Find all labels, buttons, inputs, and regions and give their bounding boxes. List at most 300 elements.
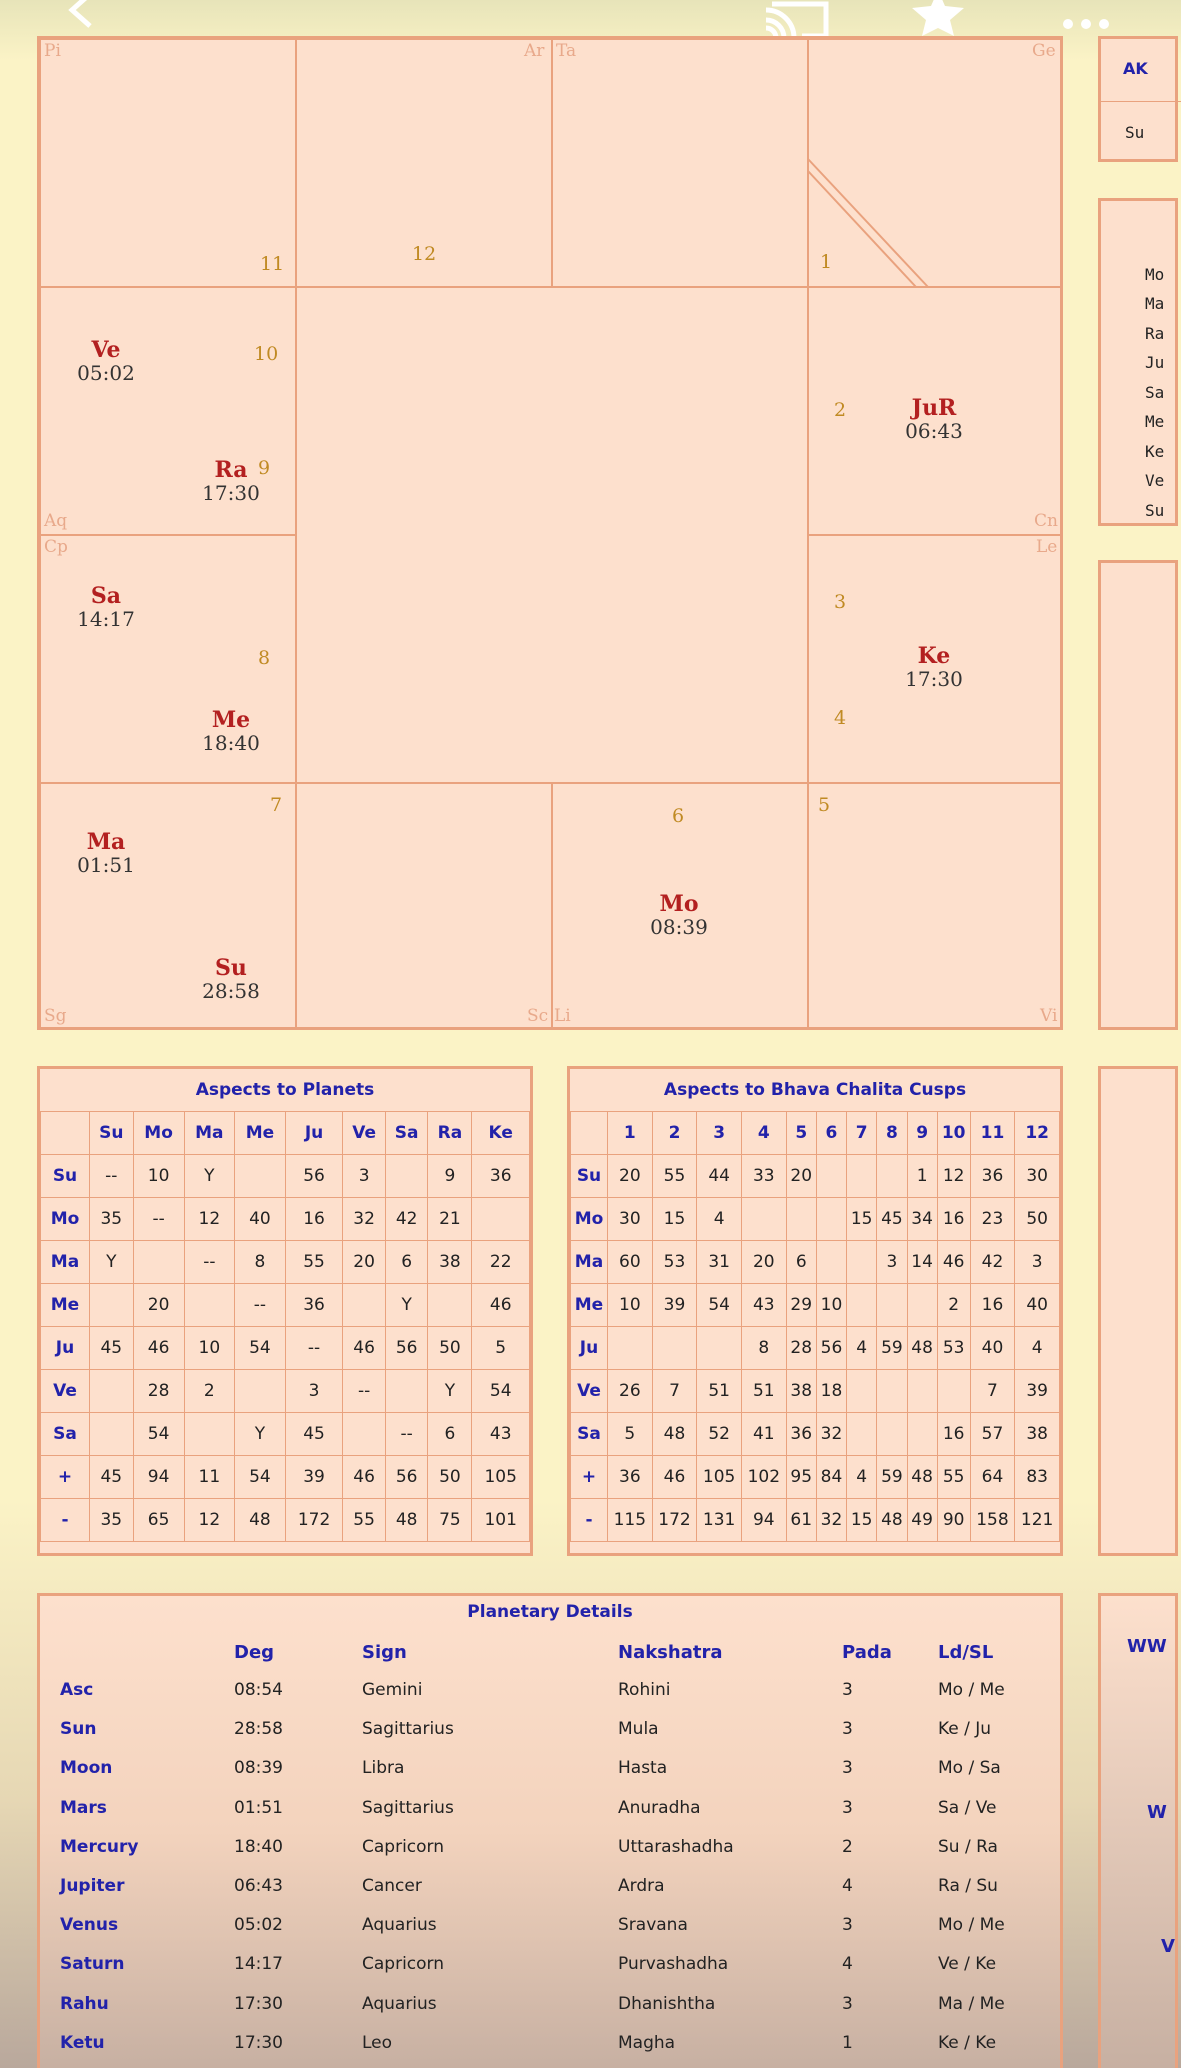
column-header: 11 <box>970 1112 1015 1155</box>
table-cell: 38 <box>786 1370 816 1413</box>
table-cell: 12 <box>184 1198 235 1241</box>
planet-name: Ketu <box>60 2032 105 2053</box>
table-cell <box>741 1198 786 1241</box>
table-cell: 26 <box>608 1370 653 1413</box>
planet-degree: 08:39 <box>234 1758 283 1779</box>
column-header: Su <box>90 1112 134 1155</box>
more-icon[interactable] <box>1060 0 1112 40</box>
planet-nakshatra: Purvashadha <box>618 1954 729 1975</box>
planet-degree: 17:30 <box>234 2032 283 2053</box>
star-icon[interactable] <box>908 0 968 40</box>
table-cell: 4 <box>847 1456 877 1499</box>
sign-label-vi: Vi <box>1040 1006 1058 1026</box>
table-cell: 102 <box>741 1456 786 1499</box>
column-header: 4 <box>741 1112 786 1155</box>
table-row <box>41 1327 530 1370</box>
right-panel-text: V <box>1161 1936 1175 1957</box>
table-cell: 49 <box>907 1499 937 1542</box>
planet-lord-sublord: Ve / Ke <box>938 1954 997 1975</box>
table-cell: Y <box>184 1155 235 1198</box>
table-cell: 10 <box>816 1284 846 1327</box>
table-cell: 50 <box>428 1456 472 1499</box>
row-header: Sa <box>571 1413 608 1456</box>
table-cell <box>235 1370 286 1413</box>
table-cell: Y <box>385 1284 428 1327</box>
table-cell: 20 <box>133 1284 184 1327</box>
row-header: Su <box>571 1155 608 1198</box>
table-corner <box>41 1112 90 1155</box>
table-cell <box>877 1413 907 1456</box>
table-cell: 8 <box>741 1327 786 1370</box>
table-cell: 101 <box>472 1499 530 1542</box>
table-cell: 4 <box>847 1327 877 1370</box>
table-cell: 40 <box>1015 1284 1060 1327</box>
planet-ma: Ma <box>86 829 126 855</box>
table-cell: 6 <box>786 1241 816 1284</box>
planet-su: Su <box>215 955 247 981</box>
planet-pada: 3 <box>842 1719 853 1740</box>
header-deg: Deg <box>234 1642 275 1663</box>
column-header: 5 <box>786 1112 816 1155</box>
table-cell: 55 <box>652 1155 697 1198</box>
table-row <box>571 1499 1060 1542</box>
table-cell: 172 <box>652 1499 697 1542</box>
planet-lord-sublord: Ra / Su <box>938 1876 998 1896</box>
table-cell <box>385 1370 428 1413</box>
table-cell: 57 <box>970 1413 1015 1456</box>
table-cell: 3 <box>285 1370 343 1413</box>
table-cell: 35 <box>90 1198 134 1241</box>
karaka-list-panel <box>1098 198 1178 526</box>
table-cell: 23 <box>970 1198 1015 1241</box>
header-pada: Pada <box>842 1642 892 1663</box>
table-cell: -- <box>184 1241 235 1284</box>
table-cell <box>907 1413 937 1456</box>
planet-ke: Ke <box>917 643 951 669</box>
planet-lord-sublord: Mo / Me <box>938 1680 1005 1700</box>
table-cell: 46 <box>937 1241 970 1284</box>
table-cell <box>937 1370 970 1413</box>
row-header: Mo <box>571 1198 608 1241</box>
table-cell: 10 <box>608 1284 653 1327</box>
house-number-11: 11 <box>260 253 285 275</box>
aspects-to-cusps-body <box>571 1155 1060 1542</box>
table-cell: 51 <box>697 1370 742 1413</box>
column-header: Ve <box>343 1112 386 1155</box>
house-number-9: 9 <box>258 457 271 479</box>
planet-lord-sublord: Ke / Ju <box>938 1719 992 1740</box>
planet-name: Rahu <box>60 1993 109 2014</box>
column-header: 12 <box>1015 1112 1060 1155</box>
table-row <box>571 1284 1060 1327</box>
planetary-details-title: Planetary Details <box>467 1602 633 1622</box>
planet-sign: Aquarius <box>362 1915 437 1936</box>
table-cell: 1 <box>907 1155 937 1198</box>
table-cell <box>90 1370 134 1413</box>
planet-pada: 4 <box>842 1876 853 1896</box>
table-cell: 28 <box>133 1370 184 1413</box>
table-cell: 53 <box>937 1327 970 1370</box>
planet-degree: 17:30 <box>234 1993 283 2014</box>
table-cell: 48 <box>877 1499 907 1542</box>
table-cell <box>877 1370 907 1413</box>
column-header: Me <box>235 1112 286 1155</box>
planet-nakshatra: Anuradha <box>618 1797 701 1818</box>
planet-ve: Ve <box>91 337 121 363</box>
table-cell: 3 <box>877 1241 907 1284</box>
table-cell: 48 <box>235 1499 286 1542</box>
aspects-to-planets-title: Aspects to Planets <box>195 1080 375 1100</box>
aspects-to-planets-panel <box>37 1066 533 1556</box>
right-panel-3 <box>1098 560 1178 1030</box>
header-sign: Sign <box>362 1642 407 1663</box>
planet-name: Saturn <box>60 1954 125 1975</box>
table-cell: 75 <box>428 1499 472 1542</box>
house-number-8: 8 <box>258 647 271 669</box>
planet-degree: 01:51 <box>234 1797 283 1818</box>
table-cell: 16 <box>970 1284 1015 1327</box>
house-number-5: 5 <box>818 794 831 816</box>
planet-pada: 3 <box>842 1915 853 1936</box>
row-header: Me <box>571 1284 608 1327</box>
table-cell: 94 <box>133 1456 184 1499</box>
table-cell: 55 <box>285 1241 343 1284</box>
planet-pada: 3 <box>842 1680 853 1700</box>
table-cell: 36 <box>472 1155 530 1198</box>
table-cell: 20 <box>343 1241 386 1284</box>
table-cell: 8 <box>235 1241 286 1284</box>
column-header: Mo <box>133 1112 184 1155</box>
table-cell: 11 <box>184 1456 235 1499</box>
planet-pada: 3 <box>842 1797 853 1818</box>
browser-overlay <box>0 0 1170 40</box>
table-cell: 51 <box>741 1370 786 1413</box>
table-cell: 54 <box>235 1456 286 1499</box>
house-number-10: 10 <box>254 343 279 365</box>
table-row <box>571 1198 1060 1241</box>
table-cell: 54 <box>472 1370 530 1413</box>
table-cell: 61 <box>786 1499 816 1542</box>
planet-nakshatra: Rohini <box>618 1680 671 1700</box>
column-header: Ma <box>184 1112 235 1155</box>
table-cell <box>90 1413 134 1456</box>
sign-label-cp: Cp <box>44 537 68 557</box>
planet-degree: 18:40 <box>234 1836 283 1857</box>
planet-pada: 2 <box>842 1836 853 1857</box>
table-cell: 46 <box>343 1327 386 1370</box>
column-header: 9 <box>907 1112 937 1155</box>
table-cell: 10 <box>184 1327 235 1370</box>
table-cell: -- <box>90 1155 134 1198</box>
planet-sign: Sagittarius <box>362 1797 454 1818</box>
table-cell: 14 <box>907 1241 937 1284</box>
table-cell: 45 <box>90 1456 134 1499</box>
column-header: 7 <box>847 1112 877 1155</box>
table-cell: 43 <box>472 1413 530 1456</box>
table-cell: 59 <box>877 1327 907 1370</box>
table-cell <box>235 1155 286 1198</box>
table-cell: 105 <box>472 1456 530 1499</box>
table-cell: 30 <box>1015 1155 1060 1198</box>
planet-lord-sublord: Su / Ra <box>938 1836 998 1857</box>
table-cell: -- <box>133 1198 184 1241</box>
planet-nakshatra: Dhanishtha <box>618 1993 716 2014</box>
karaka-list-item: Su <box>1145 501 1165 520</box>
table-row <box>571 1327 1060 1370</box>
table-cell: 9 <box>428 1155 472 1198</box>
planet-ma-degree: 01:51 <box>77 853 135 877</box>
table-cell: 172 <box>285 1499 343 1542</box>
table-cell: -- <box>235 1284 286 1327</box>
table-cell <box>90 1284 134 1327</box>
row-header: Ma <box>571 1241 608 1284</box>
planet-sign: Aquarius <box>362 1993 437 2014</box>
row-header: Ju <box>41 1327 90 1370</box>
table-cell <box>877 1284 907 1327</box>
table-cell <box>786 1198 816 1241</box>
table-cell <box>907 1284 937 1327</box>
table-cell <box>472 1198 530 1241</box>
table-cell <box>428 1284 472 1327</box>
table-cell: 34 <box>907 1198 937 1241</box>
table-cell <box>343 1413 386 1456</box>
table-cell <box>847 1370 877 1413</box>
table-cell <box>133 1241 184 1284</box>
table-row <box>571 1370 1060 1413</box>
sign-label-ta: Ta <box>556 41 577 61</box>
table-cell: 36 <box>970 1155 1015 1198</box>
table-cell: 6 <box>385 1241 428 1284</box>
table-cell <box>816 1241 846 1284</box>
back-icon[interactable] <box>62 0 102 34</box>
table-row <box>41 1241 530 1284</box>
table-cell: 36 <box>608 1456 653 1499</box>
column-header: 2 <box>652 1112 697 1155</box>
table-cell: 55 <box>937 1456 970 1499</box>
table-cell: 16 <box>285 1198 343 1241</box>
table-cell: 46 <box>133 1327 184 1370</box>
table-cell: 65 <box>133 1499 184 1542</box>
table-cell: 42 <box>970 1241 1015 1284</box>
row-header: Ve <box>571 1370 608 1413</box>
table-cell: 29 <box>786 1284 816 1327</box>
table-cell: 38 <box>1015 1413 1060 1456</box>
sign-label-aq: Aq <box>44 511 68 531</box>
karaka-list-item: Ju <box>1145 353 1165 372</box>
table-cell: 50 <box>1015 1198 1060 1241</box>
house-number-12: 12 <box>412 243 437 265</box>
column-header: Ke <box>472 1112 530 1155</box>
chart-cell-pi <box>40 39 296 287</box>
table-cell: 105 <box>697 1456 742 1499</box>
row-header: Ve <box>41 1370 90 1413</box>
house-number-2: 2 <box>834 399 847 421</box>
table-cell: 40 <box>970 1327 1015 1370</box>
table-cell: Y <box>90 1241 134 1284</box>
planet-sign: Capricorn <box>362 1836 445 1857</box>
table-cell: 53 <box>652 1241 697 1284</box>
row-header: - <box>571 1499 608 1542</box>
table-cell: 48 <box>652 1413 697 1456</box>
planet-degree: 08:54 <box>234 1680 283 1700</box>
planet-sign: Cancer <box>362 1876 422 1896</box>
table-cell: 54 <box>697 1284 742 1327</box>
aspects-to-cusps-title: Aspects to Bhava Chalita Cusps <box>663 1080 967 1100</box>
planet-sign: Sagittarius <box>362 1719 454 1740</box>
table-row <box>41 1499 530 1542</box>
table-row <box>41 1284 530 1327</box>
table-cell: 22 <box>472 1241 530 1284</box>
karaka-list-item: Mo <box>1145 265 1165 284</box>
table-cell: 39 <box>1015 1370 1060 1413</box>
table-cell: 32 <box>343 1198 386 1241</box>
sign-label-ar: Ar <box>524 41 545 61</box>
table-row <box>41 1370 530 1413</box>
sign-label-li: Li <box>554 1006 571 1026</box>
table-cell: 36 <box>786 1413 816 1456</box>
table-cell: 44 <box>697 1155 742 1198</box>
table-row <box>571 1155 1060 1198</box>
house-number-6: 6 <box>672 805 685 827</box>
planet-jur: JuR <box>911 395 957 421</box>
aspects-to-planets-body <box>41 1155 530 1542</box>
planet-name: Sun <box>60 1719 97 1740</box>
table-cell: 45 <box>877 1198 907 1241</box>
row-header: Sa <box>41 1413 90 1456</box>
row-header: Me <box>41 1284 90 1327</box>
table-cell: 4 <box>697 1198 742 1241</box>
table-cell: -- <box>285 1327 343 1370</box>
table-cell: 158 <box>970 1499 1015 1542</box>
table-cell: 20 <box>741 1241 786 1284</box>
table-cell: 121 <box>1015 1499 1060 1542</box>
table-cell: 56 <box>385 1456 428 1499</box>
right-panel-text: W <box>1147 1802 1167 1823</box>
table-cell: 131 <box>697 1499 742 1542</box>
planet-lord-sublord: Mo / Sa <box>938 1758 1001 1779</box>
table-cell <box>816 1198 846 1241</box>
table-cell: 32 <box>816 1499 846 1542</box>
right-panel-text: WW <box>1127 1636 1167 1657</box>
table-cell: 36 <box>285 1284 343 1327</box>
planet-degree: 06:43 <box>234 1876 283 1896</box>
planet-su-degree: 28:58 <box>202 979 260 1003</box>
planet-lord-sublord: Sa / Ve <box>938 1797 997 1818</box>
table-cell: 45 <box>90 1327 134 1370</box>
aspects-to-cusps-table <box>570 1111 1060 1542</box>
table-cell: 83 <box>1015 1456 1060 1499</box>
table-cell <box>184 1413 235 1456</box>
table-cell: 41 <box>741 1413 786 1456</box>
table-cell: 52 <box>697 1413 742 1456</box>
planet-ve-degree: 05:02 <box>77 361 135 385</box>
planet-me-degree: 18:40 <box>202 731 260 755</box>
table-cell: 5 <box>608 1413 653 1456</box>
row-header: + <box>41 1456 90 1499</box>
table-cell: 12 <box>184 1499 235 1542</box>
birth-chart <box>37 36 1063 1030</box>
table-cell: 38 <box>428 1241 472 1284</box>
table-cell: 54 <box>235 1327 286 1370</box>
row-header: Mo <box>41 1198 90 1241</box>
planetary-details-panel <box>37 1593 1063 2068</box>
planet-sa: Sa <box>90 583 122 609</box>
table-cell: 3 <box>1015 1241 1060 1284</box>
table-cell: 56 <box>385 1327 428 1370</box>
table-cell: 60 <box>608 1241 653 1284</box>
table-cell <box>907 1370 937 1413</box>
planet-pada: 3 <box>842 1758 853 1779</box>
table-cell: 45 <box>285 1413 343 1456</box>
column-header: 3 <box>697 1112 742 1155</box>
table-cell: 56 <box>816 1327 846 1370</box>
table-cell: 115 <box>608 1499 653 1542</box>
planet-lord-sublord: Ma / Me <box>938 1993 1005 2014</box>
planet-nakshatra: Sravana <box>618 1915 688 1936</box>
column-header: 10 <box>937 1112 970 1155</box>
table-cell: 46 <box>472 1284 530 1327</box>
column-header: Ju <box>285 1112 343 1155</box>
planet-me: Me <box>211 707 251 733</box>
planet-name: Venus <box>60 1915 119 1936</box>
table-cell <box>385 1155 428 1198</box>
planet-sa-degree: 14:17 <box>77 607 135 631</box>
table-cell: 16 <box>937 1198 970 1241</box>
table-cell: 15 <box>847 1198 877 1241</box>
atmakaraka-label: AK <box>1123 59 1148 78</box>
table-cell: 56 <box>285 1155 343 1198</box>
planet-degree: 14:17 <box>234 1954 283 1975</box>
karaka-list-item: Ke <box>1145 442 1165 461</box>
header-nakshatra: Nakshatra <box>618 1642 723 1663</box>
table-row <box>571 1241 1060 1284</box>
planet-ra: Ra <box>214 457 248 483</box>
table-cell <box>877 1155 907 1198</box>
house-number-3: 3 <box>834 591 847 613</box>
table-cell <box>847 1413 877 1456</box>
table-cell: 39 <box>285 1456 343 1499</box>
planet-jur-degree: 06:43 <box>905 419 963 443</box>
planet-nakshatra: Mula <box>618 1719 659 1740</box>
karaka-list-item: Ma <box>1145 294 1165 313</box>
house-number-7: 7 <box>270 794 283 816</box>
chart-cell-sc <box>296 783 552 1030</box>
planet-ra-degree: 17:30 <box>202 481 260 505</box>
row-header: Su <box>41 1155 90 1198</box>
planet-nakshatra: Hasta <box>618 1758 668 1779</box>
table-cell: -- <box>343 1370 386 1413</box>
sign-label-pi: Pi <box>44 41 61 61</box>
row-header: Ju <box>571 1327 608 1370</box>
table-cell: 46 <box>343 1456 386 1499</box>
sign-label-ge: Ge <box>1032 41 1056 61</box>
planet-pada: 4 <box>842 1954 853 1975</box>
planet-name: Mars <box>60 1797 107 1818</box>
table-cell: 32 <box>816 1413 846 1456</box>
karaka-list-item: Ra <box>1145 324 1165 343</box>
table-cell: 43 <box>741 1284 786 1327</box>
table-header-row <box>41 1112 530 1155</box>
table-cell: 2 <box>184 1370 235 1413</box>
table-row <box>41 1155 530 1198</box>
table-cell: 39 <box>652 1284 697 1327</box>
column-header: Ra <box>428 1112 472 1155</box>
table-header-row <box>571 1112 1060 1155</box>
table-cell: 18 <box>816 1370 846 1413</box>
table-cell: Y <box>428 1370 472 1413</box>
sign-label-cn: Cn <box>1034 511 1058 531</box>
sign-label-sg: Sg <box>44 1006 67 1026</box>
